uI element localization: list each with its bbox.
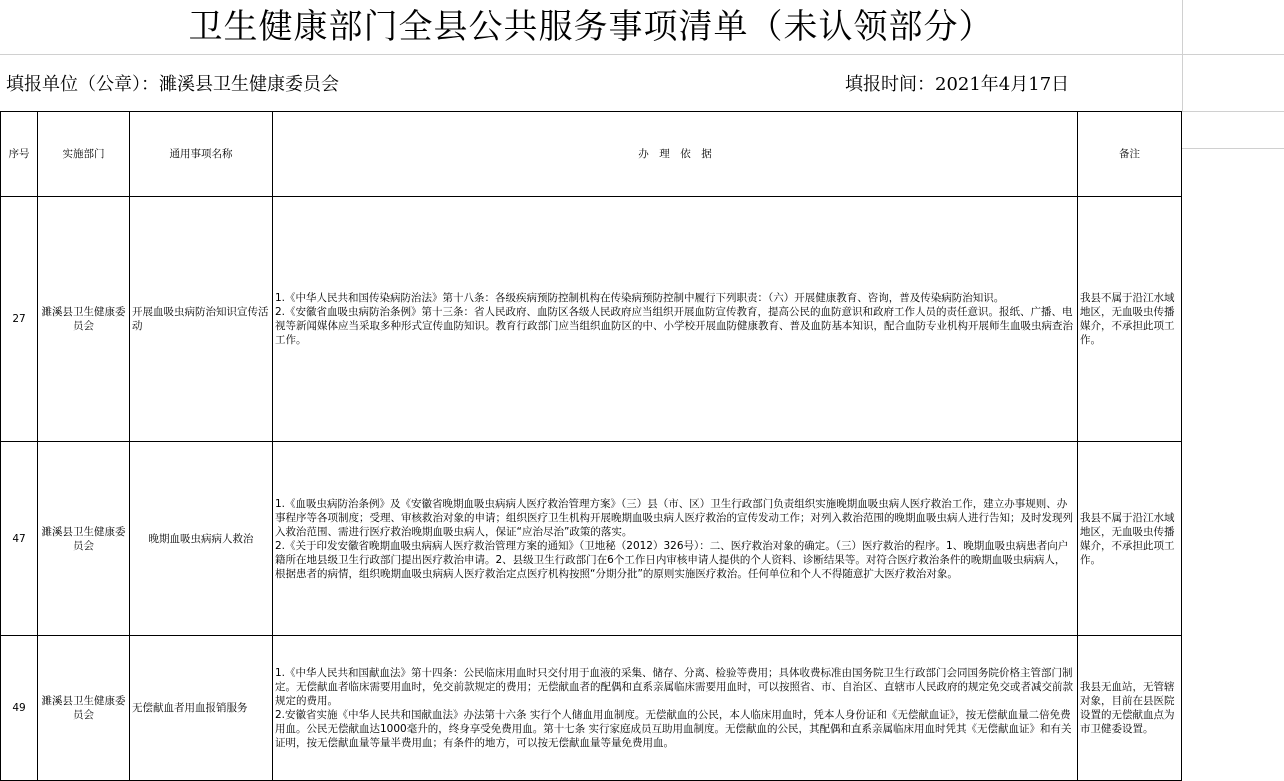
- header-no[interactable]: 序号: [1, 112, 38, 197]
- cell-note[interactable]: 我县无血站，无管辖对象，目前在县医院设置的无偿献血点为市卫健委设置。: [1078, 636, 1182, 781]
- basis-paragraph: 1.《中华人民共和国献血法》第十四条：公民临床用血时只交付用于血液的采集、储存、分离、检验等费用；具体收费标准由国务院卫生行政部门会同国务院价格主管部门制定。无偿献血者临床需要用血时，免交前款规定的费用；无偿献血者的配偶和直系亲属临床需要用血时，可以按照省、市、自治区、直辖市人民政府的规定免交或者减交前款规定的费用。: [275, 667, 1073, 707]
- basis-paragraph: 2.《安徽省血吸虫病防治条例》第十三条：省人民政府、血防区各级人民政府应当组织开展血防宣传教育，提高公民的血防意识和政府工作人员的责任意识。报纸、广播、电视等新闻媒体应当采取多种形式宣传血防知识。教育行政部门应当组织血防区的中、小学校开展血防健康教育、普及血防基本知识，配合血防专业机构开展师生血吸虫病查治工作。: [275, 306, 1073, 346]
- cell-dept[interactable]: 濉溪县卫生健康委员会: [38, 636, 130, 781]
- grid-line: [1182, 0, 1183, 111]
- cell-item[interactable]: 开展血吸虫病防治知识宣传活动: [130, 197, 273, 442]
- header-basis[interactable]: 办 理 依 据: [273, 112, 1078, 197]
- basis-paragraph: 2.安徽省实施《中华人民共和国献血法》办法第十六条 实行个人储血用血制度。无偿献血的公民，本人临床用血时，凭本人身份证和《无偿献血证》，按无偿献血量二倍免费用血。公民无偿献血达1000毫升的，终身享受免费用血。第十七条 实行家庭成员互助用血制度。无偿献血的公民，其配偶和直系亲属临床用血时凭其《无偿献血证》和有关证明，按无偿献血量等量半费用血；有条件的地方，可以按无偿献血量等量免费用血。: [275, 709, 1072, 749]
- table-row: [1, 442, 1182, 636]
- basis-paragraph: 1.《血吸虫病防治条例》及《安徽省晚期血吸虫病病人医疗救治管理方案》（三）县（市、区）卫生行政部门负责组织实施晚期血吸虫病人医疗救治工作，建立办事规则、办事程序等各项制度；受理、审核救治对象的申请；组织医疗卫生机构开展晚期血吸虫病人医疗救治的宣传发动工作；对列入救治范围的晚期血吸虫病人进行告知；及时发现列入救治范围、需进行医疗救治晚期血吸虫病人，保证“应治尽治”政策的落实。: [275, 497, 1073, 538]
- cell-item[interactable]: 无偿献血者用血报销服务: [130, 636, 273, 781]
- cell-no[interactable]: 47: [1, 442, 38, 636]
- cell-note[interactable]: 我县不属于沿江水域地区，无血吸虫传播媒介，不承担此项工作。: [1078, 197, 1182, 442]
- cell-basis[interactable]: [273, 197, 1078, 442]
- cell-dept[interactable]: 濉溪县卫生健康委员会: [38, 197, 130, 442]
- header-item[interactable]: 通用事项名称: [130, 112, 273, 197]
- grid-line: [1182, 148, 1284, 149]
- header-dept[interactable]: 实施部门: [38, 112, 130, 197]
- cell-note[interactable]: 我县不属于沿江水域地区，无血吸虫传播媒介，不承担此项工作。: [1078, 442, 1182, 636]
- basis-paragraph: 1.《中华人民共和国传染病防治法》第十八条：各级疾病预防控制机构在传染病预防控制中履行下列职责：（六）开展健康教育、咨询，普及传染病防治知识。: [275, 292, 1005, 304]
- table-row: [1, 197, 1182, 442]
- cell-item[interactable]: 晚期血吸虫病病人救治: [130, 442, 273, 636]
- cell-basis[interactable]: [273, 442, 1078, 636]
- reporting-unit: 填报单位（公章）：濉溪县卫生健康委员会: [6, 74, 339, 95]
- cell-dept[interactable]: 濉溪县卫生健康委员会: [38, 442, 130, 636]
- table-row: [1, 636, 1182, 781]
- grid-line: [0, 54, 1284, 55]
- cell-no[interactable]: 49: [1, 636, 38, 781]
- header-note[interactable]: 备注: [1078, 112, 1182, 197]
- cell-no[interactable]: 27: [1, 197, 38, 442]
- basis-paragraph: 2.《关于印发安徽省晚期血吸虫病病人医疗救治管理方案的通知》（卫地秘（2012）326号）：二、医疗救治对象的确定。（三）医疗救治的程序。1、晚期血吸虫病患者向户籍所在地县级卫生行政部门提出医疗救治申请。2、县级卫生行政部门在6个工作日内审核申请人提供的个人资料、诊断结果等。对符合医疗救治条件的晚期血吸虫病病人，根据患者的病情，组织晚期血吸虫病病人医疗救治定点医疗机构按照“分期分批”的原则实施医疗救治。任何单位和个人不得随意扩大医疗救治对象。: [275, 539, 1069, 580]
- cell-basis[interactable]: [273, 636, 1078, 781]
- table-header-row: [1, 112, 1182, 197]
- page-title: 卫生健康部门全县公共服务事项清单（未认领部分）: [188, 7, 994, 47]
- grid-line: [1182, 111, 1284, 112]
- reporting-date: 填报时间：2021年4月17日: [845, 74, 1070, 95]
- service-list-table: [0, 111, 1182, 781]
